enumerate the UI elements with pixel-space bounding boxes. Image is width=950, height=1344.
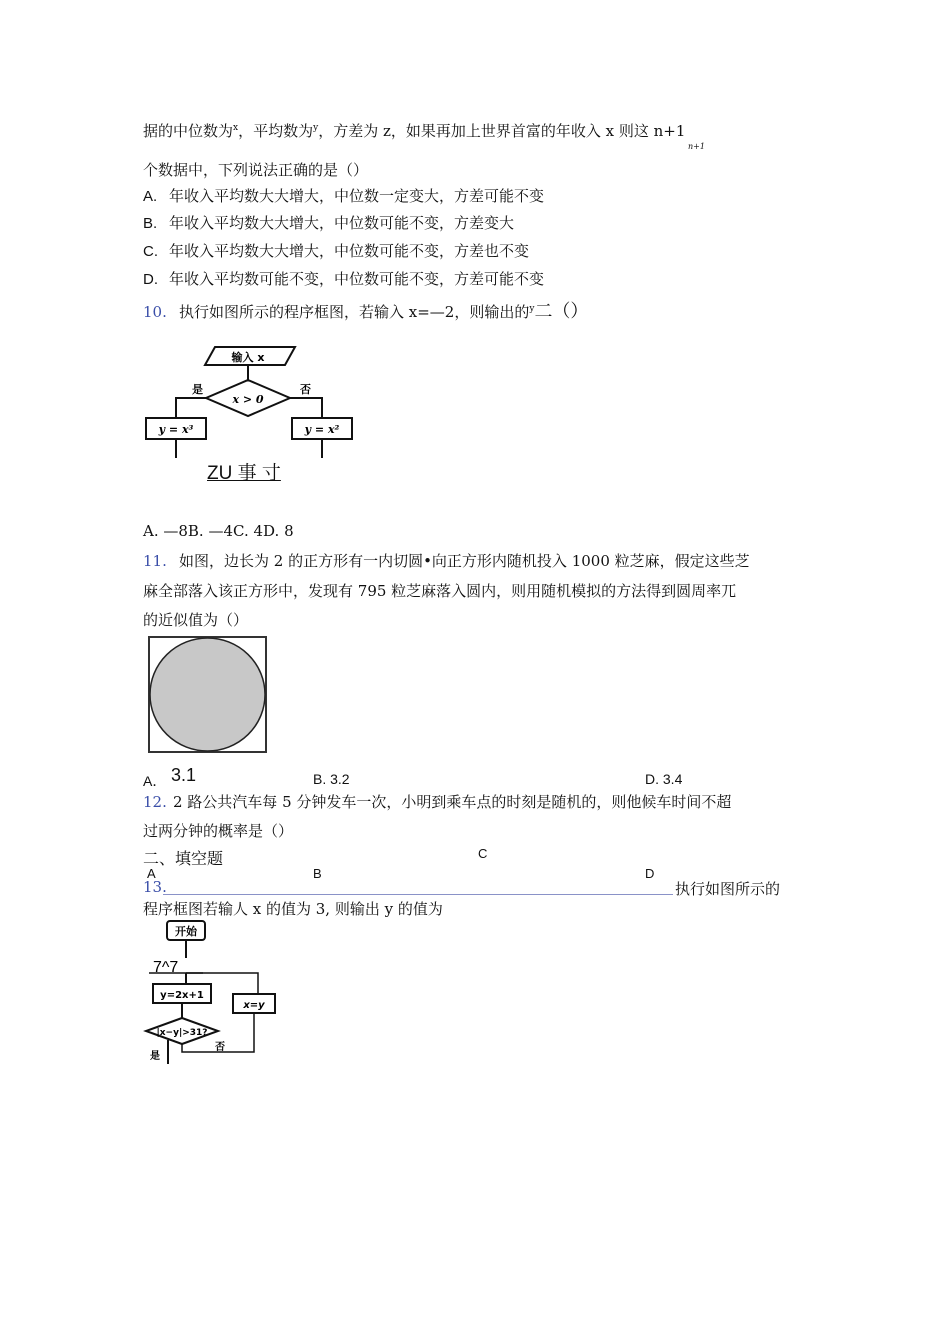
q9-text-c: ，方差为 z，如果再加上世界首富的年收入 x 则这 n+1 bbox=[318, 122, 686, 140]
start-label: 开始 bbox=[175, 925, 197, 938]
question-number: 11. bbox=[143, 552, 167, 570]
option-letter: B. bbox=[143, 215, 158, 232]
q9-line1 bbox=[143, 120, 685, 141]
q10-text-b: 二（） bbox=[534, 301, 589, 322]
swap-label: x=y bbox=[243, 1000, 265, 1011]
q12-text-1: 2 路公共汽车每 5 分钟发车一次，小明到乘车点的时刻是随机的，则他候车时间不超 bbox=[173, 793, 732, 811]
question-number: 13. bbox=[143, 878, 167, 896]
q12-option-c: C bbox=[478, 846, 488, 861]
option-letter: A. bbox=[143, 188, 158, 205]
decision-label: |x−y|>31? bbox=[156, 1028, 208, 1038]
q12-option-a: A bbox=[147, 866, 156, 881]
answer-blank[interactable] bbox=[163, 893, 673, 895]
q9-option-c bbox=[143, 240, 529, 261]
inscribed-circle bbox=[150, 638, 265, 751]
input-label: 输入 x bbox=[231, 351, 265, 364]
q11-line2: 麻全部落入该正方形中，发现有 795 粒芝麻落入圆内，则用随机模拟的方法得到圆周率兀 bbox=[143, 582, 737, 600]
q12-line2: 过两分钟的概率是（） bbox=[143, 822, 294, 840]
option-text: 年收入平均数可能不变，中位数可能不变，方差可能不变 bbox=[169, 270, 545, 288]
option-text: 年收入平均数大大增大，中位数可能不变，方差也不变 bbox=[169, 242, 530, 260]
sub-n1: n+1 bbox=[688, 142, 705, 151]
yes-branch bbox=[176, 398, 206, 418]
q13-line2: 程序框图若输人 x 的值为 3, 则输出 y 的值为 bbox=[143, 900, 443, 918]
q11-line1 bbox=[143, 550, 750, 571]
q13-flowchart bbox=[143, 918, 283, 1066]
q9-text-b: ，平均数为 bbox=[238, 122, 314, 140]
q12-option-b: B bbox=[313, 866, 322, 881]
sup-x: x bbox=[233, 123, 239, 133]
q11-option-d: D. 3.4 bbox=[645, 771, 683, 787]
option-letter: D. bbox=[143, 271, 158, 288]
q10-answers: A. —8B. —4C. 4D. 8 bbox=[143, 522, 294, 540]
q11-option-a: A． bbox=[143, 773, 167, 789]
q11-square-circle-figure bbox=[147, 635, 269, 755]
assign-label: y=2x+1 bbox=[160, 990, 204, 1001]
caption-text: ZU 事 寸 bbox=[207, 463, 281, 484]
sup-y: y bbox=[529, 304, 535, 314]
yes-label: 是 bbox=[192, 383, 203, 396]
no-label: 否 bbox=[300, 383, 311, 396]
no-branch bbox=[290, 398, 322, 418]
q11-option-a-value: 3.1 bbox=[171, 765, 197, 785]
q10-caption bbox=[207, 458, 281, 485]
q9-option-d bbox=[143, 268, 544, 289]
yes-label: 是 bbox=[150, 1051, 160, 1062]
q12-option-d: D bbox=[645, 866, 655, 881]
garbled-input-label: 7^7 bbox=[153, 959, 179, 976]
q12-line1 bbox=[143, 789, 731, 812]
section-heading: 二、填空题 bbox=[143, 849, 224, 868]
q10-stem bbox=[143, 297, 588, 323]
question-number: 12. bbox=[143, 793, 167, 811]
sup-y: y bbox=[313, 123, 319, 133]
q10-flowchart bbox=[140, 338, 360, 463]
q11-text-1: 如图，边长为 2 的正方形有一内切圆•向正方形内随机投入 1000 粒芝麻，假定这些芝 bbox=[179, 552, 750, 570]
q13-text-tail: 执行如图所示的 bbox=[675, 880, 781, 898]
question-number: 10. bbox=[143, 303, 167, 321]
q9-line2: 个数据中，下列说法正确的是（） bbox=[143, 161, 369, 179]
right-process-label: y = x² bbox=[304, 423, 340, 436]
left-process-label: y = x³ bbox=[158, 423, 194, 436]
option-text: 年收入平均数大大增大，中位数可能不变，方差变大 bbox=[169, 214, 515, 232]
q11-line3: 的近似值为（） bbox=[143, 611, 249, 629]
q9-option-a bbox=[143, 185, 544, 206]
decision-label: x > 0 bbox=[232, 393, 264, 406]
q11-option-b: B. 3.2 bbox=[313, 771, 350, 787]
q10-text-a: 执行如图所示的程序框图，若输入 x=—2，则输出的 bbox=[179, 303, 530, 321]
no-label: 否 bbox=[215, 1042, 225, 1053]
option-text: 年收入平均数大大增大，中位数一定变大，方差可能不变 bbox=[169, 187, 545, 205]
q9-text-a: 据的中位数为 bbox=[143, 122, 234, 140]
q9-option-b bbox=[143, 212, 514, 233]
option-letter: C. bbox=[143, 243, 158, 260]
